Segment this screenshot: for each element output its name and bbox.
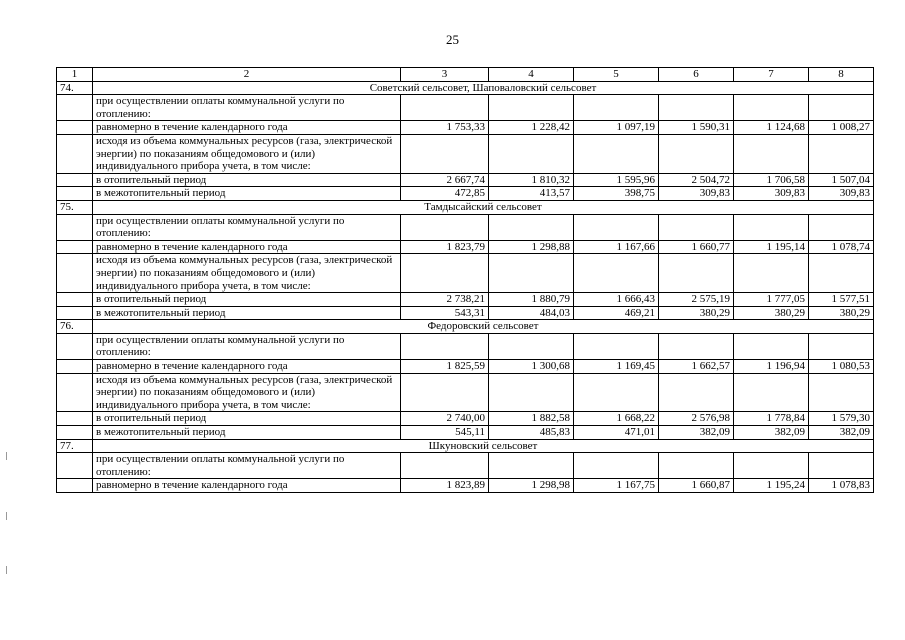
value-cell	[734, 333, 809, 359]
value-cell: 484,03	[489, 306, 574, 320]
value-cell: 380,29	[659, 306, 734, 320]
value-cell: 1 666,43	[574, 293, 659, 307]
section-number: 74.	[57, 81, 93, 95]
value-cell	[734, 134, 809, 173]
value-cell	[401, 254, 489, 293]
table-row	[57, 479, 874, 493]
table-row	[57, 254, 874, 293]
value-cell: 1 668,22	[574, 412, 659, 426]
value-cell: 469,21	[574, 306, 659, 320]
column-header: 5	[574, 68, 659, 82]
row-number-cell	[57, 360, 93, 374]
value-cell	[734, 373, 809, 412]
value-cell: 309,83	[734, 187, 809, 201]
value-cell	[809, 95, 874, 121]
tariff-table	[56, 67, 874, 493]
value-cell: 382,09	[734, 426, 809, 440]
row-number-cell	[57, 426, 93, 440]
value-cell: 380,29	[809, 306, 874, 320]
table-row	[57, 95, 874, 121]
value-cell: 1 577,51	[809, 293, 874, 307]
row-number-cell	[57, 214, 93, 240]
table-row	[57, 333, 874, 359]
value-cell: 309,83	[809, 187, 874, 201]
value-cell	[659, 95, 734, 121]
value-cell: 1 660,77	[659, 240, 734, 254]
value-cell: 1 124,68	[734, 121, 809, 135]
section-row	[57, 320, 874, 334]
value-cell	[734, 254, 809, 293]
value-cell: 2 575,19	[659, 293, 734, 307]
value-cell: 1 008,27	[809, 121, 874, 135]
value-cell: 1 753,33	[401, 121, 489, 135]
section-title: Советский сельсовет, Шаповаловский сельсовет	[93, 81, 874, 95]
value-cell	[401, 333, 489, 359]
section-title: Тамдысайский сельсовет	[93, 200, 874, 214]
row-number-cell	[57, 173, 93, 187]
row-label: при осуществлении оплаты коммунальной услуги по отоплению:	[93, 214, 401, 240]
value-cell: 485,83	[489, 426, 574, 440]
section-row	[57, 439, 874, 453]
value-cell	[734, 214, 809, 240]
table-row	[57, 373, 874, 412]
table-row	[57, 214, 874, 240]
row-label: равномерно в течение календарного года	[93, 121, 401, 135]
value-cell: 1 823,89	[401, 479, 489, 493]
column-header: 8	[809, 68, 874, 82]
value-cell: 1 590,31	[659, 121, 734, 135]
value-cell	[809, 134, 874, 173]
row-number-cell	[57, 134, 93, 173]
column-header: 2	[93, 68, 401, 82]
value-cell: 398,75	[574, 187, 659, 201]
value-cell: 1 097,19	[574, 121, 659, 135]
row-number-cell	[57, 373, 93, 412]
value-cell	[659, 373, 734, 412]
row-label: в межотопительный период	[93, 306, 401, 320]
row-label: в отопительный период	[93, 412, 401, 426]
value-cell	[574, 254, 659, 293]
row-label: в межотопительный период	[93, 426, 401, 440]
value-cell: 1 507,04	[809, 173, 874, 187]
value-cell: 413,57	[489, 187, 574, 201]
value-cell	[489, 95, 574, 121]
row-label: исходя из объема коммунальных ресурсов (газа, электрической энергии) по показаниям общедомового и (или) индивидуального прибора учета, в том числе:	[93, 373, 401, 412]
row-number-cell	[57, 240, 93, 254]
value-cell	[489, 254, 574, 293]
row-label: при осуществлении оплаты коммунальной услуги по отоплению:	[93, 95, 401, 121]
table-row	[57, 293, 874, 307]
value-cell	[401, 214, 489, 240]
table-row	[57, 412, 874, 426]
row-number-cell	[57, 479, 93, 493]
value-cell	[489, 214, 574, 240]
column-header: 4	[489, 68, 574, 82]
row-number-cell	[57, 453, 93, 479]
column-header: 6	[659, 68, 734, 82]
section-number: 77.	[57, 439, 93, 453]
value-cell: 1 662,57	[659, 360, 734, 374]
value-cell: 1 228,42	[489, 121, 574, 135]
value-cell	[401, 373, 489, 412]
value-cell: 1 823,79	[401, 240, 489, 254]
value-cell: 382,09	[809, 426, 874, 440]
row-label: в отопительный период	[93, 173, 401, 187]
value-cell	[574, 333, 659, 359]
value-cell: 309,83	[659, 187, 734, 201]
section-number: 76.	[57, 320, 93, 334]
value-cell	[809, 333, 874, 359]
row-number-cell	[57, 254, 93, 293]
scan-edge-mark	[6, 512, 7, 520]
value-cell	[489, 134, 574, 173]
value-cell: 2 576,98	[659, 412, 734, 426]
value-cell	[734, 453, 809, 479]
section-number: 75.	[57, 200, 93, 214]
value-cell: 1 298,98	[489, 479, 574, 493]
column-header: 7	[734, 68, 809, 82]
scan-edge-mark	[6, 452, 7, 460]
value-cell	[734, 95, 809, 121]
value-cell	[809, 254, 874, 293]
value-cell: 1 706,58	[734, 173, 809, 187]
table-row	[57, 121, 874, 135]
value-cell	[489, 453, 574, 479]
value-cell: 1 595,96	[574, 173, 659, 187]
value-cell	[659, 453, 734, 479]
value-cell: 1 810,32	[489, 173, 574, 187]
value-cell: 1 169,45	[574, 360, 659, 374]
row-label: исходя из объема коммунальных ресурсов (газа, электрической энергии) по показаниям общедомового и (или) индивидуального прибора учета, в том числе:	[93, 254, 401, 293]
value-cell	[574, 373, 659, 412]
header-row	[57, 68, 874, 82]
value-cell	[659, 134, 734, 173]
value-cell	[809, 214, 874, 240]
value-cell	[401, 95, 489, 121]
value-cell: 1 882,58	[489, 412, 574, 426]
page-number: 25	[446, 32, 459, 47]
column-header: 3	[401, 68, 489, 82]
table-row	[57, 426, 874, 440]
value-cell: 471,01	[574, 426, 659, 440]
value-cell: 2 738,21	[401, 293, 489, 307]
value-cell: 1 080,53	[809, 360, 874, 374]
value-cell: 1 880,79	[489, 293, 574, 307]
row-label: в отопительный период	[93, 293, 401, 307]
table-row	[57, 453, 874, 479]
table-row	[57, 173, 874, 187]
value-cell: 1 660,87	[659, 479, 734, 493]
value-cell: 1 825,59	[401, 360, 489, 374]
value-cell: 1 195,14	[734, 240, 809, 254]
row-label: равномерно в течение календарного года	[93, 240, 401, 254]
value-cell: 1 196,94	[734, 360, 809, 374]
table-row	[57, 187, 874, 201]
value-cell	[574, 134, 659, 173]
value-cell: 1 195,24	[734, 479, 809, 493]
value-cell: 382,09	[659, 426, 734, 440]
value-cell: 2 740,00	[401, 412, 489, 426]
value-cell	[489, 373, 574, 412]
row-label: при осуществлении оплаты коммунальной услуги по отоплению:	[93, 453, 401, 479]
section-row	[57, 81, 874, 95]
row-label: равномерно в течение календарного года	[93, 479, 401, 493]
section-title: Федоровский сельсовет	[93, 320, 874, 334]
value-cell: 1 167,75	[574, 479, 659, 493]
value-cell: 1 777,05	[734, 293, 809, 307]
value-cell	[659, 333, 734, 359]
table-row	[57, 360, 874, 374]
value-cell: 2 504,72	[659, 173, 734, 187]
row-label: исходя из объема коммунальных ресурсов (газа, электрической энергии) по показаниям общедомового и (или) индивидуального прибора учета, в том числе:	[93, 134, 401, 173]
value-cell	[659, 214, 734, 240]
value-cell	[659, 254, 734, 293]
value-cell: 543,31	[401, 306, 489, 320]
value-cell: 1 078,74	[809, 240, 874, 254]
table-row	[57, 306, 874, 320]
value-cell	[574, 214, 659, 240]
value-cell: 380,29	[734, 306, 809, 320]
row-number-cell	[57, 306, 93, 320]
value-cell	[809, 373, 874, 412]
row-number-cell	[57, 333, 93, 359]
value-cell: 2 667,74	[401, 173, 489, 187]
value-cell: 1 167,66	[574, 240, 659, 254]
value-cell: 472,85	[401, 187, 489, 201]
value-cell	[809, 453, 874, 479]
row-label: в межотопительный период	[93, 187, 401, 201]
value-cell	[401, 134, 489, 173]
row-number-cell	[57, 95, 93, 121]
scan-edge-mark	[6, 566, 7, 574]
section-title: Шкуновский сельсовет	[93, 439, 874, 453]
row-label: при осуществлении оплаты коммунальной услуги по отоплению:	[93, 333, 401, 359]
table-row	[57, 134, 874, 173]
row-label: равномерно в течение календарного года	[93, 360, 401, 374]
value-cell	[574, 95, 659, 121]
value-cell	[574, 453, 659, 479]
value-cell: 1 579,30	[809, 412, 874, 426]
row-number-cell	[57, 187, 93, 201]
value-cell: 1 300,68	[489, 360, 574, 374]
value-cell: 1 778,84	[734, 412, 809, 426]
value-cell: 1 078,83	[809, 479, 874, 493]
row-number-cell	[57, 293, 93, 307]
row-number-cell	[57, 121, 93, 135]
table-row	[57, 240, 874, 254]
column-header: 1	[57, 68, 93, 82]
value-cell	[401, 453, 489, 479]
value-cell	[489, 333, 574, 359]
value-cell: 545,11	[401, 426, 489, 440]
row-number-cell	[57, 412, 93, 426]
value-cell: 1 298,88	[489, 240, 574, 254]
section-row	[57, 200, 874, 214]
